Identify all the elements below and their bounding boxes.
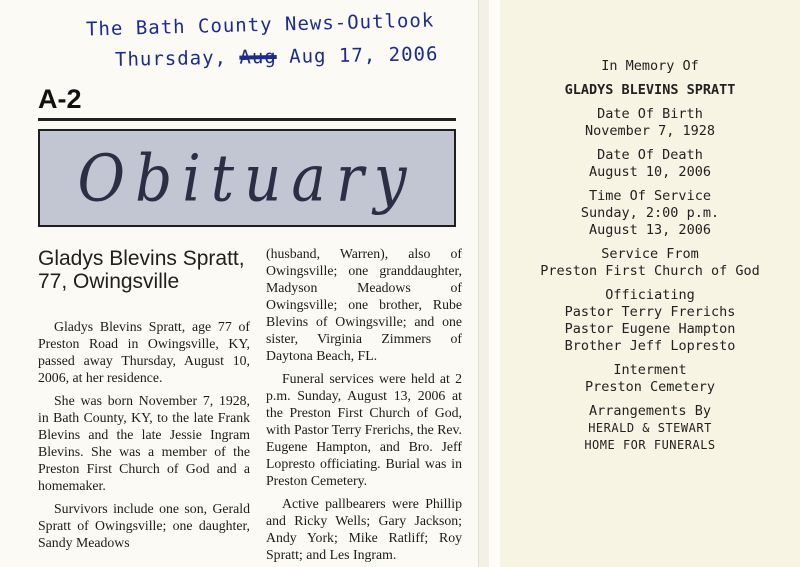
obituary-banner <box>38 129 456 227</box>
service-time-value: Sunday, 2:00 p.m. <box>580 205 720 221</box>
arrangements-label: Arrangements By <box>589 403 711 419</box>
handwritten-paper-name: The Bath County News-Outlook <box>85 9 435 41</box>
dob-value: November 7, 1928 <box>584 123 716 139</box>
memorial-card <box>500 0 800 567</box>
article-column-2 <box>266 245 462 563</box>
dod-label: Date Of Death <box>597 147 703 163</box>
handwritten-strikeout: Aug <box>239 46 277 69</box>
interment-value: Preston Cemetery <box>584 379 716 395</box>
service-date-value: August 13, 2006 <box>589 222 711 238</box>
paragraph: Funeral services were held at 2 p.m. Sunday, August 13, 2006 at the Preston First Church of God, with Pastor Terry Frerichs, the Rev. Eugene Hampton, and Bro. Jeff Lopresto officiating. Burial was in Preston Cemetery. <box>266 371 462 488</box>
service-from-value: Preston First Church of God <box>540 263 760 279</box>
dod-value: August 10, 2006 <box>589 164 711 180</box>
service-from-label: Service From <box>601 246 699 262</box>
paragraph: Active pallbearers were Phillip and Ricky Wells; Gary Jackson; Andy York; Mike Ratliff; Roy Spratt; and Les Ingram. <box>266 496 462 562</box>
section-label: A-2 <box>38 84 82 114</box>
section-rule <box>38 118 456 121</box>
paragraph: Survivors include one son, Gerald Spratt of Owingsville; one daughter, Sandy Meadows <box>38 501 250 550</box>
paragraph: (husband, Warren), also of Owingsville; one granddaughter, Madyson Meadows of Owingsville; one brother, Rube Blevins of Owingsville; and one sister, Virginia Zimmers of Daytona Beach, FL. <box>266 246 462 363</box>
officiant: Pastor Eugene Hampton <box>564 321 736 337</box>
dob-label: Date Of Birth <box>597 106 703 122</box>
obituary-headline: Gladys Blevins Spratt, 77, Owingsville <box>38 247 245 293</box>
handwritten-day: Thursday, <box>114 46 240 71</box>
paragraph: Gladys Blevins Spratt, age 77 of Preston Road in Owingsville, KY, passed away Thursday, August 10, 2006, at her residence. <box>38 319 250 385</box>
clipping-edge <box>478 0 489 567</box>
memorial-card-text <box>500 58 800 454</box>
officiant: Pastor Terry Frerichs <box>564 304 736 320</box>
handwritten-date <box>115 43 439 71</box>
officiating-label: Officiating <box>605 287 695 303</box>
paragraph: She was born November 7, 1928, in Bath County, KY, to the late Frank Blevins and the late Jessie Ingram Blevins. She was a member of the Preston First Church of God and a homemaker. <box>38 393 250 493</box>
service-time-label: Time Of Service <box>589 188 711 204</box>
funeral-home-line-2: HOME FOR FUNERALS <box>584 438 716 452</box>
interment-label: Interment <box>613 362 687 378</box>
article-column-1 <box>38 318 250 551</box>
handwritten-date-value: Aug 17, 2006 <box>276 43 439 68</box>
banner-title: Obituary <box>77 139 417 217</box>
officiant: Brother Jeff Lopresto <box>564 338 736 354</box>
funeral-home-line-1: HERALD & STEWART <box>588 421 712 435</box>
deceased-name: GLADYS BLEVINS SPRATT <box>564 82 736 98</box>
in-memory-label: In Memory Of <box>601 58 699 74</box>
